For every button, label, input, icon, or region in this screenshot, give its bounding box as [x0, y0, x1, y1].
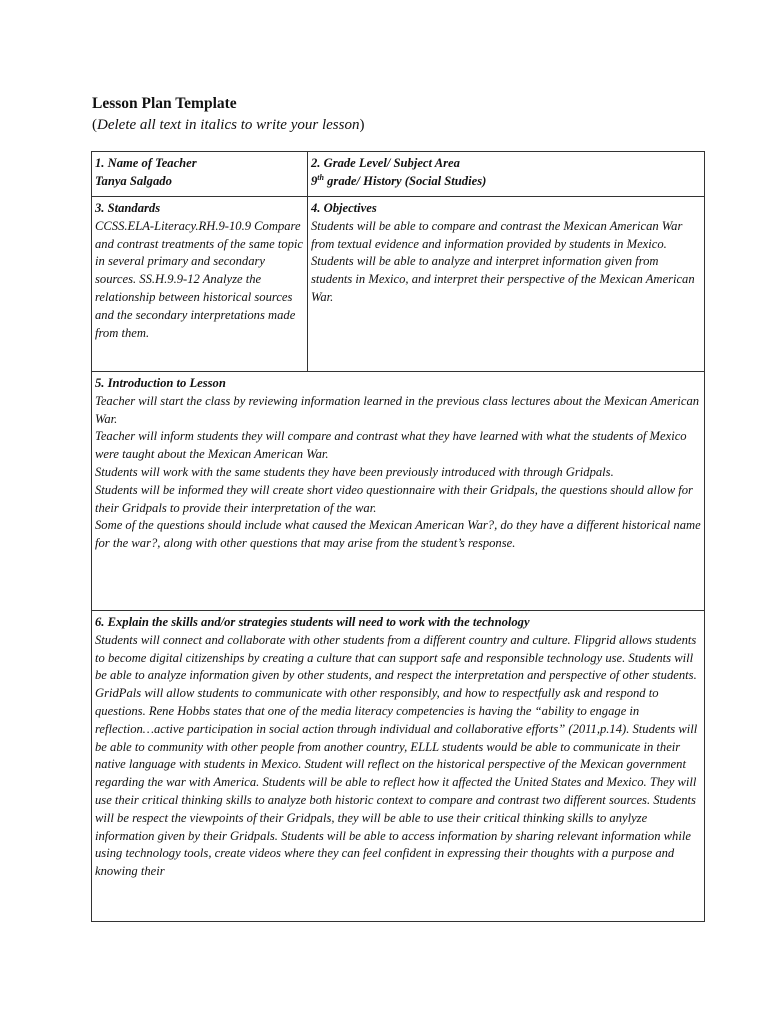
row-skills: [92, 611, 705, 922]
teacher-name: Tanya Salgado: [95, 173, 172, 188]
subtitle-close-paren: ): [359, 117, 365, 133]
cell-skills: [92, 611, 705, 922]
grade-subject: grade/ History (Social Studies): [323, 173, 487, 188]
grade-label: 2. Grade Level/ Subject Area: [311, 156, 460, 170]
introduction-line-3: Students will work with the same students they have been previously introduced with through Gridpals.: [95, 464, 614, 479]
document-subtitle: [92, 115, 364, 135]
introduction-line-4: Students will be informed they will create short video questionnaire with their Gridpals, the questions should allow for their Gridpals to provide their interpretation of the war.: [95, 482, 693, 515]
row-standards-objectives: [92, 197, 705, 372]
skills-text: Students will connect and collaborate with other students from a different country and culture. Flipgrid allows students to become digital citizenships by creating a culture that can support safe and responsible technology use. Students will be able to analyze information given by other students, and respect the interpretation and perspective of other students. GridPals will allow students to communicate with other responsibly, and how to respectfully ask and respond to questions. Rene Hobbs states that one of the media literacy competencies is having the “ability to engage in reflection…active participation in social action through individual and collaborative efforts” (2011,p.14). Students will be able to community with other people from another country, ELLL students would be able to communicate in their native language with students in Mexico. Student will reflect on the historical perspective of the Mexican government regarding the war with America. Students will be able to reflect how it affected the United States and Mexico. They will use their critical thinking skills to analyze both historic context to compare and contrast two different sources. Students will be respect the viewpoints of their Gridpals, they will be able to use their critical thinking skills to anylyze information given by their Gridpals. Students will be able to access information by sharing relevant information while using technology tools, create videos where they can feel confident in expressing their thoughts with a purpose and knowing their: [95, 632, 698, 879]
cell-grade: [308, 152, 705, 197]
grade-value: [311, 173, 701, 191]
introduction-line-2: Teacher will inform students they will compare and contrast what they have learned with what the students of Mexico were taught about the Mexican American War.: [95, 429, 687, 462]
subtitle-open-paren: (: [92, 117, 97, 133]
grade-number: 9: [311, 173, 318, 188]
grade-ordinal: th: [317, 172, 324, 182]
cell-objectives: [308, 197, 705, 372]
document-title: Lesson Plan Template: [92, 95, 237, 112]
introduction-label: 5. Introduction to Lesson: [95, 376, 226, 390]
cell-teacher: [92, 152, 308, 197]
standards-label: 3. Standards: [95, 201, 161, 215]
row-teacher-grade: [92, 152, 705, 197]
skills-label: 6. Explain the skills and/or strategies students will need to work with the technology: [95, 615, 530, 629]
subtitle-instruction: Delete all text in italics to write your lesson: [97, 117, 360, 133]
row-introduction: [92, 372, 705, 611]
objective-1: Students will be able to compare and contrast the Mexican American War from textual evidence and information provided by students in Mexico.: [311, 218, 683, 251]
standards-text: CCSS.ELA-Literacy.RH.9-10.9 Compare and contrast treatments of the same topic in several primary and secondary sources. SS.H.9.9-12 Analyze the relationship between historical sources and the secondary interpretations made from them.: [95, 218, 304, 340]
cell-introduction: [92, 372, 705, 611]
objective-2: Students will be able to analyze and interpret information given from students in Mexico, and interpret their perspective of the Mexican American War.: [311, 254, 695, 304]
teacher-label: 1. Name of Teacher: [95, 156, 197, 170]
objectives-label: 4. Objectives: [311, 201, 377, 215]
introduction-line-1: Teacher will start the class by reviewing information learned in the previous class lectures about the Mexican American War.: [95, 393, 700, 426]
cell-standards: [92, 197, 308, 372]
lesson-plan-table: [91, 151, 705, 922]
introduction-line-5: Some of the questions should include what caused the Mexican American War?, do they have a different historical name for the war?, along with other questions that may arise from the student’s response.: [95, 518, 701, 551]
